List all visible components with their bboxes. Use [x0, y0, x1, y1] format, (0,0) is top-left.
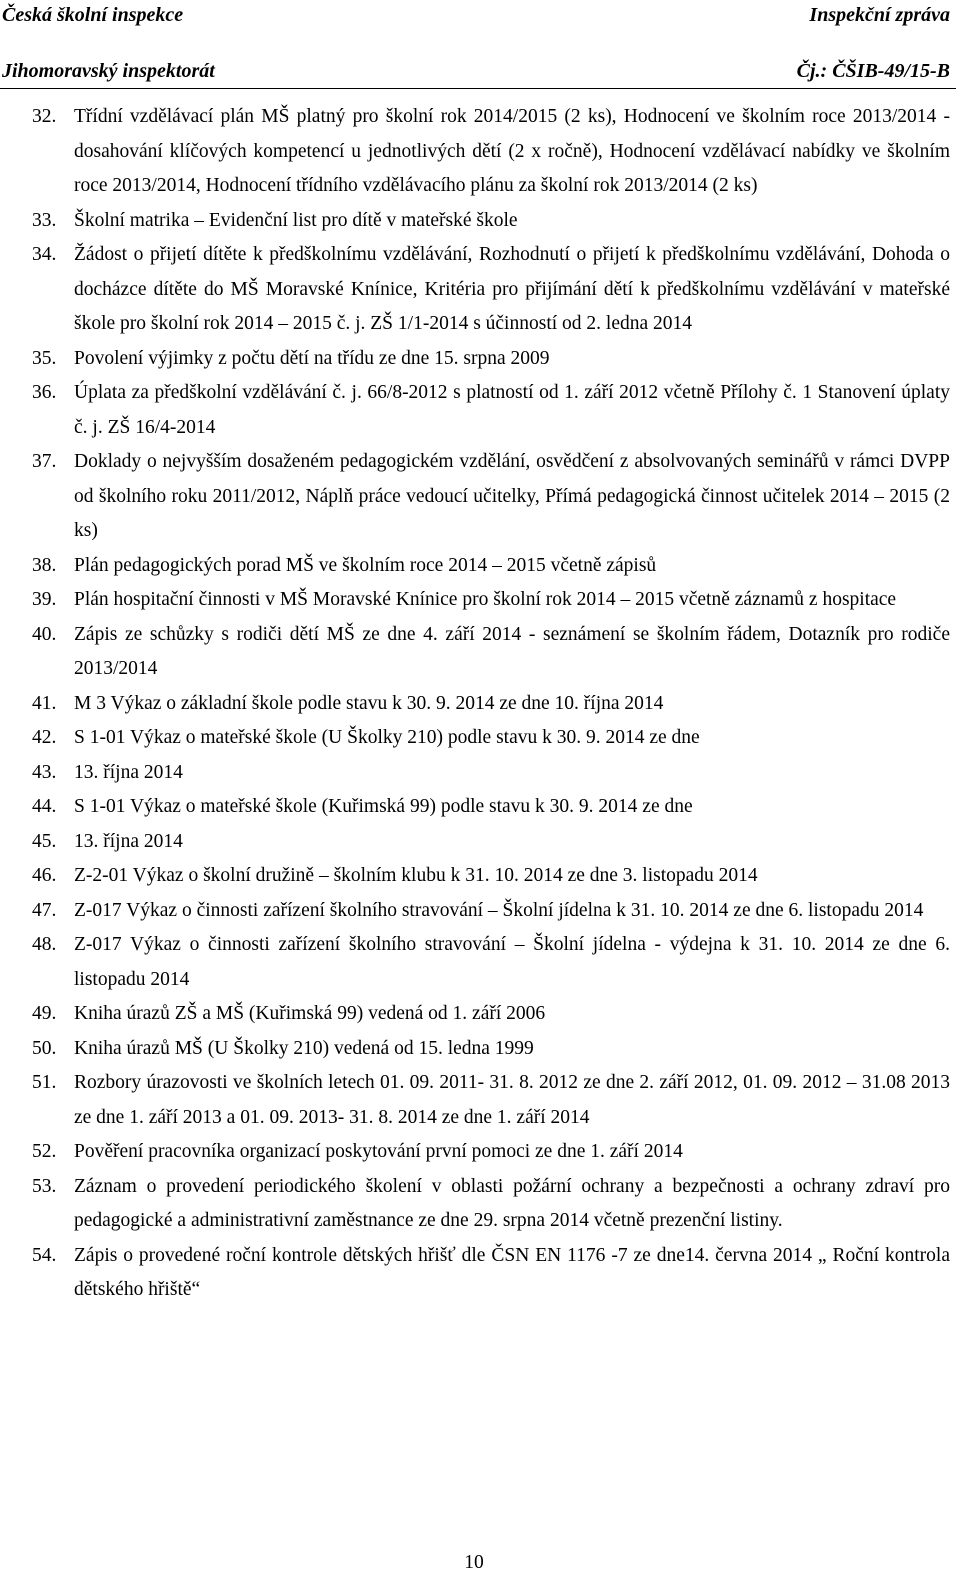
- list-item-number: 53.: [32, 1175, 57, 1197]
- list-item-text: Školní matrika – Evidenční list pro dítě v mateřské škole: [74, 209, 518, 231]
- list-item-number: 41.: [32, 692, 57, 714]
- list-item-text: M 3 Výkaz o základní škole podle stavu k 30. 9. 2014 ze dne 10. října 2014: [74, 692, 664, 714]
- list-item-number: 43.: [32, 761, 57, 783]
- list-item-number: 35.: [32, 347, 57, 369]
- list-item-number: 34.: [32, 244, 57, 265]
- list-item-number: 39.: [32, 589, 57, 610]
- list-item-text: Kniha úrazů ZŠ a MŠ (Kuřimská 99) vedená od 1. září 2006: [74, 1003, 546, 1024]
- list-item-text: Plán hospitační činnosti v MŠ Moravské Knínice pro školní rok 2014 – 2015 včetně záznamů z hospitace: [74, 589, 897, 610]
- list-item: [32, 721, 950, 756]
- list-item-text: Z-017 Výkaz o činnosti zařízení školního stravování – Školní jídelna k 31. 10. 2014 ze dne 6. listopadu 2014: [74, 899, 924, 921]
- list-item-text: Zápis o provedené roční kontrole dětských hřišť dle ČSN EN 1176 -7 ze dne14. června 2014 „ Roční kontrola dětského hřiště“: [74, 1244, 950, 1300]
- list-item-text: Pověření pracovníka organizací poskytování první pomoci ze dne 1. září 2014: [74, 1141, 683, 1162]
- list-item-text: Povolení výjimky z počtu dětí na třídu ze dne 15. srpna 2009: [74, 347, 550, 369]
- list-item-number: 38.: [32, 554, 57, 576]
- list-item-text: 13. října 2014: [74, 761, 183, 783]
- list-item: [32, 1032, 950, 1067]
- list-item: [32, 756, 950, 791]
- list-item: [32, 859, 950, 894]
- list-item-text: Plán pedagogických porad MŠ ve školním roce 2014 – 2015 včetně zápisů: [74, 554, 657, 576]
- document-list: [32, 100, 950, 1308]
- list-item-number: 45.: [32, 830, 57, 852]
- header-divider: [0, 88, 956, 89]
- list-item: [32, 238, 950, 342]
- list-item: [32, 825, 950, 860]
- page-number: 10: [464, 1552, 484, 1573]
- list-item: [32, 894, 950, 929]
- list-item-text: Kniha úrazů MŠ (U Školky 210) vedená od 15. ledna 1999: [74, 1037, 534, 1059]
- list-item-number: 36.: [32, 382, 57, 403]
- list-item-number: 47.: [32, 899, 57, 921]
- list-item-text: Úplata za předškolní vzdělávání č. j. 66/8-2012 s platností od 1. září 2012 včetně Přílohy č. 1 Stanovení úplaty č. j. ZŠ 16/4-2014: [74, 382, 950, 438]
- list-item: [32, 376, 950, 445]
- list-item-number: 49.: [32, 1003, 57, 1024]
- list-item-text: Záznam o provedení periodického školení v oblasti požární ochrany a bezpečnosti a ochrany zdraví pro pedagogické a administrativní zaměstnance ze dne 29. srpna 2014 včetně prezenční listiny.: [74, 1175, 950, 1231]
- list-item-text: Z-2-01 Výkaz o školní družině – školním klubu k 31. 10. 2014 ze dne 3. listopadu 2014: [74, 865, 758, 886]
- list-item: [32, 1135, 950, 1170]
- list-item: [32, 1066, 950, 1135]
- list-item: [32, 549, 950, 584]
- list-item-number: 42.: [32, 727, 57, 748]
- list-item-number: 32.: [32, 106, 57, 127]
- inspection-agency-name: Česká školní inspekce: [2, 4, 184, 26]
- list-item: [32, 687, 950, 722]
- list-item-text: S 1-01 Výkaz o mateřské škole (U Školky 210) podle stavu k 30. 9. 2014 ze dne: [74, 727, 700, 748]
- list-item-number: 40.: [32, 623, 57, 645]
- list-item-number: 46.: [32, 865, 57, 886]
- regional-inspectorate: Jihomoravský inspektorát: [2, 60, 215, 82]
- page-header: [0, 0, 960, 96]
- list-item: [32, 342, 950, 377]
- list-item-number: 50.: [32, 1037, 57, 1059]
- list-item: [32, 1170, 950, 1239]
- list-item: [32, 618, 950, 687]
- list-item-text: Třídní vzdělávací plán MŠ platný pro školní rok 2014/2015 (2 ks), Hodnocení ve školním roce 2013/2014 - dosahování klíčových kompetencí u jednotlivých dětí (2 x ročně), Hodnocení vzdělávací nabídky ve školním roce 2013/2014, Hodnocení třídního vzdělávacího plánu za školní rok 2013/2014 (2 ks): [74, 106, 950, 196]
- list-item: [32, 583, 950, 618]
- list-item-text: Rozbory úrazovosti ve školních letech 01. 09. 2011- 31. 8. 2012 ze dne 2. září 2012, 01. 09. 2012 – 31.08 2013 ze dne 1. září 2013 a 01. 09. 2013- 31. 8. 2014 ze dne 1. září 2014: [74, 1072, 950, 1128]
- list-item-number: 44.: [32, 796, 57, 817]
- list-item: [32, 445, 950, 549]
- list-item: [32, 928, 950, 997]
- list-item-number: 33.: [32, 209, 57, 231]
- list-item-number: 48.: [32, 934, 57, 955]
- list-item-number: 54.: [32, 1244, 57, 1266]
- list-item: [32, 100, 950, 204]
- list-item-number: 51.: [32, 1072, 57, 1093]
- list-item-text: Z-017 Výkaz o činnosti zařízení školního stravování – Školní jídelna - výdejna k 31. 10. 2014 ze dne 6. listopadu 2014: [74, 934, 950, 990]
- list-item: [32, 1239, 950, 1308]
- list-item: [32, 790, 950, 825]
- list-item-text: Zápis ze schůzky s rodiči dětí MŠ ze dne 4. září 2014 - seznámení se školním řádem, Dotazník pro rodiče 2013/2014: [74, 623, 950, 679]
- list-item: [32, 997, 950, 1032]
- report-type: Inspekční zpráva: [809, 4, 950, 26]
- reference-number: Čj.: ČŠIB-49/15-B: [796, 60, 950, 82]
- list-item-text: 13. října 2014: [74, 830, 183, 852]
- list-item-number: 37.: [32, 451, 57, 472]
- list-item: [32, 204, 950, 239]
- list-item-text: Žádost o přijetí dítěte k předškolnímu vzdělávání, Rozhodnutí o přijetí k předškolnímu vzdělávání, Dohoda o docházce dítěte do MŠ Moravské Knínice, Kritéria pro přijímání dětí k předškolnímu vzdělávání v mateřské škole pro školní rok 2014 – 2015 č. j. ZŠ 1/1-2014 s účinností od 2. ledna 2014: [74, 244, 950, 334]
- list-item-number: 52.: [32, 1141, 57, 1162]
- list-item-text: S 1-01 Výkaz o mateřské škole (Kuřimská 99) podle stavu k 30. 9. 2014 ze dne: [74, 796, 693, 817]
- list-item-text: Doklady o nejvyšším dosaženém pedagogickém vzdělání, osvědčení z absolvovaných seminářů v rámci DVPP od školního roku 2011/2012, Náplň práce vedoucí učitelky, Přímá pedagogická činnost učitelek 2014 – 2015 (2 ks): [74, 451, 950, 541]
